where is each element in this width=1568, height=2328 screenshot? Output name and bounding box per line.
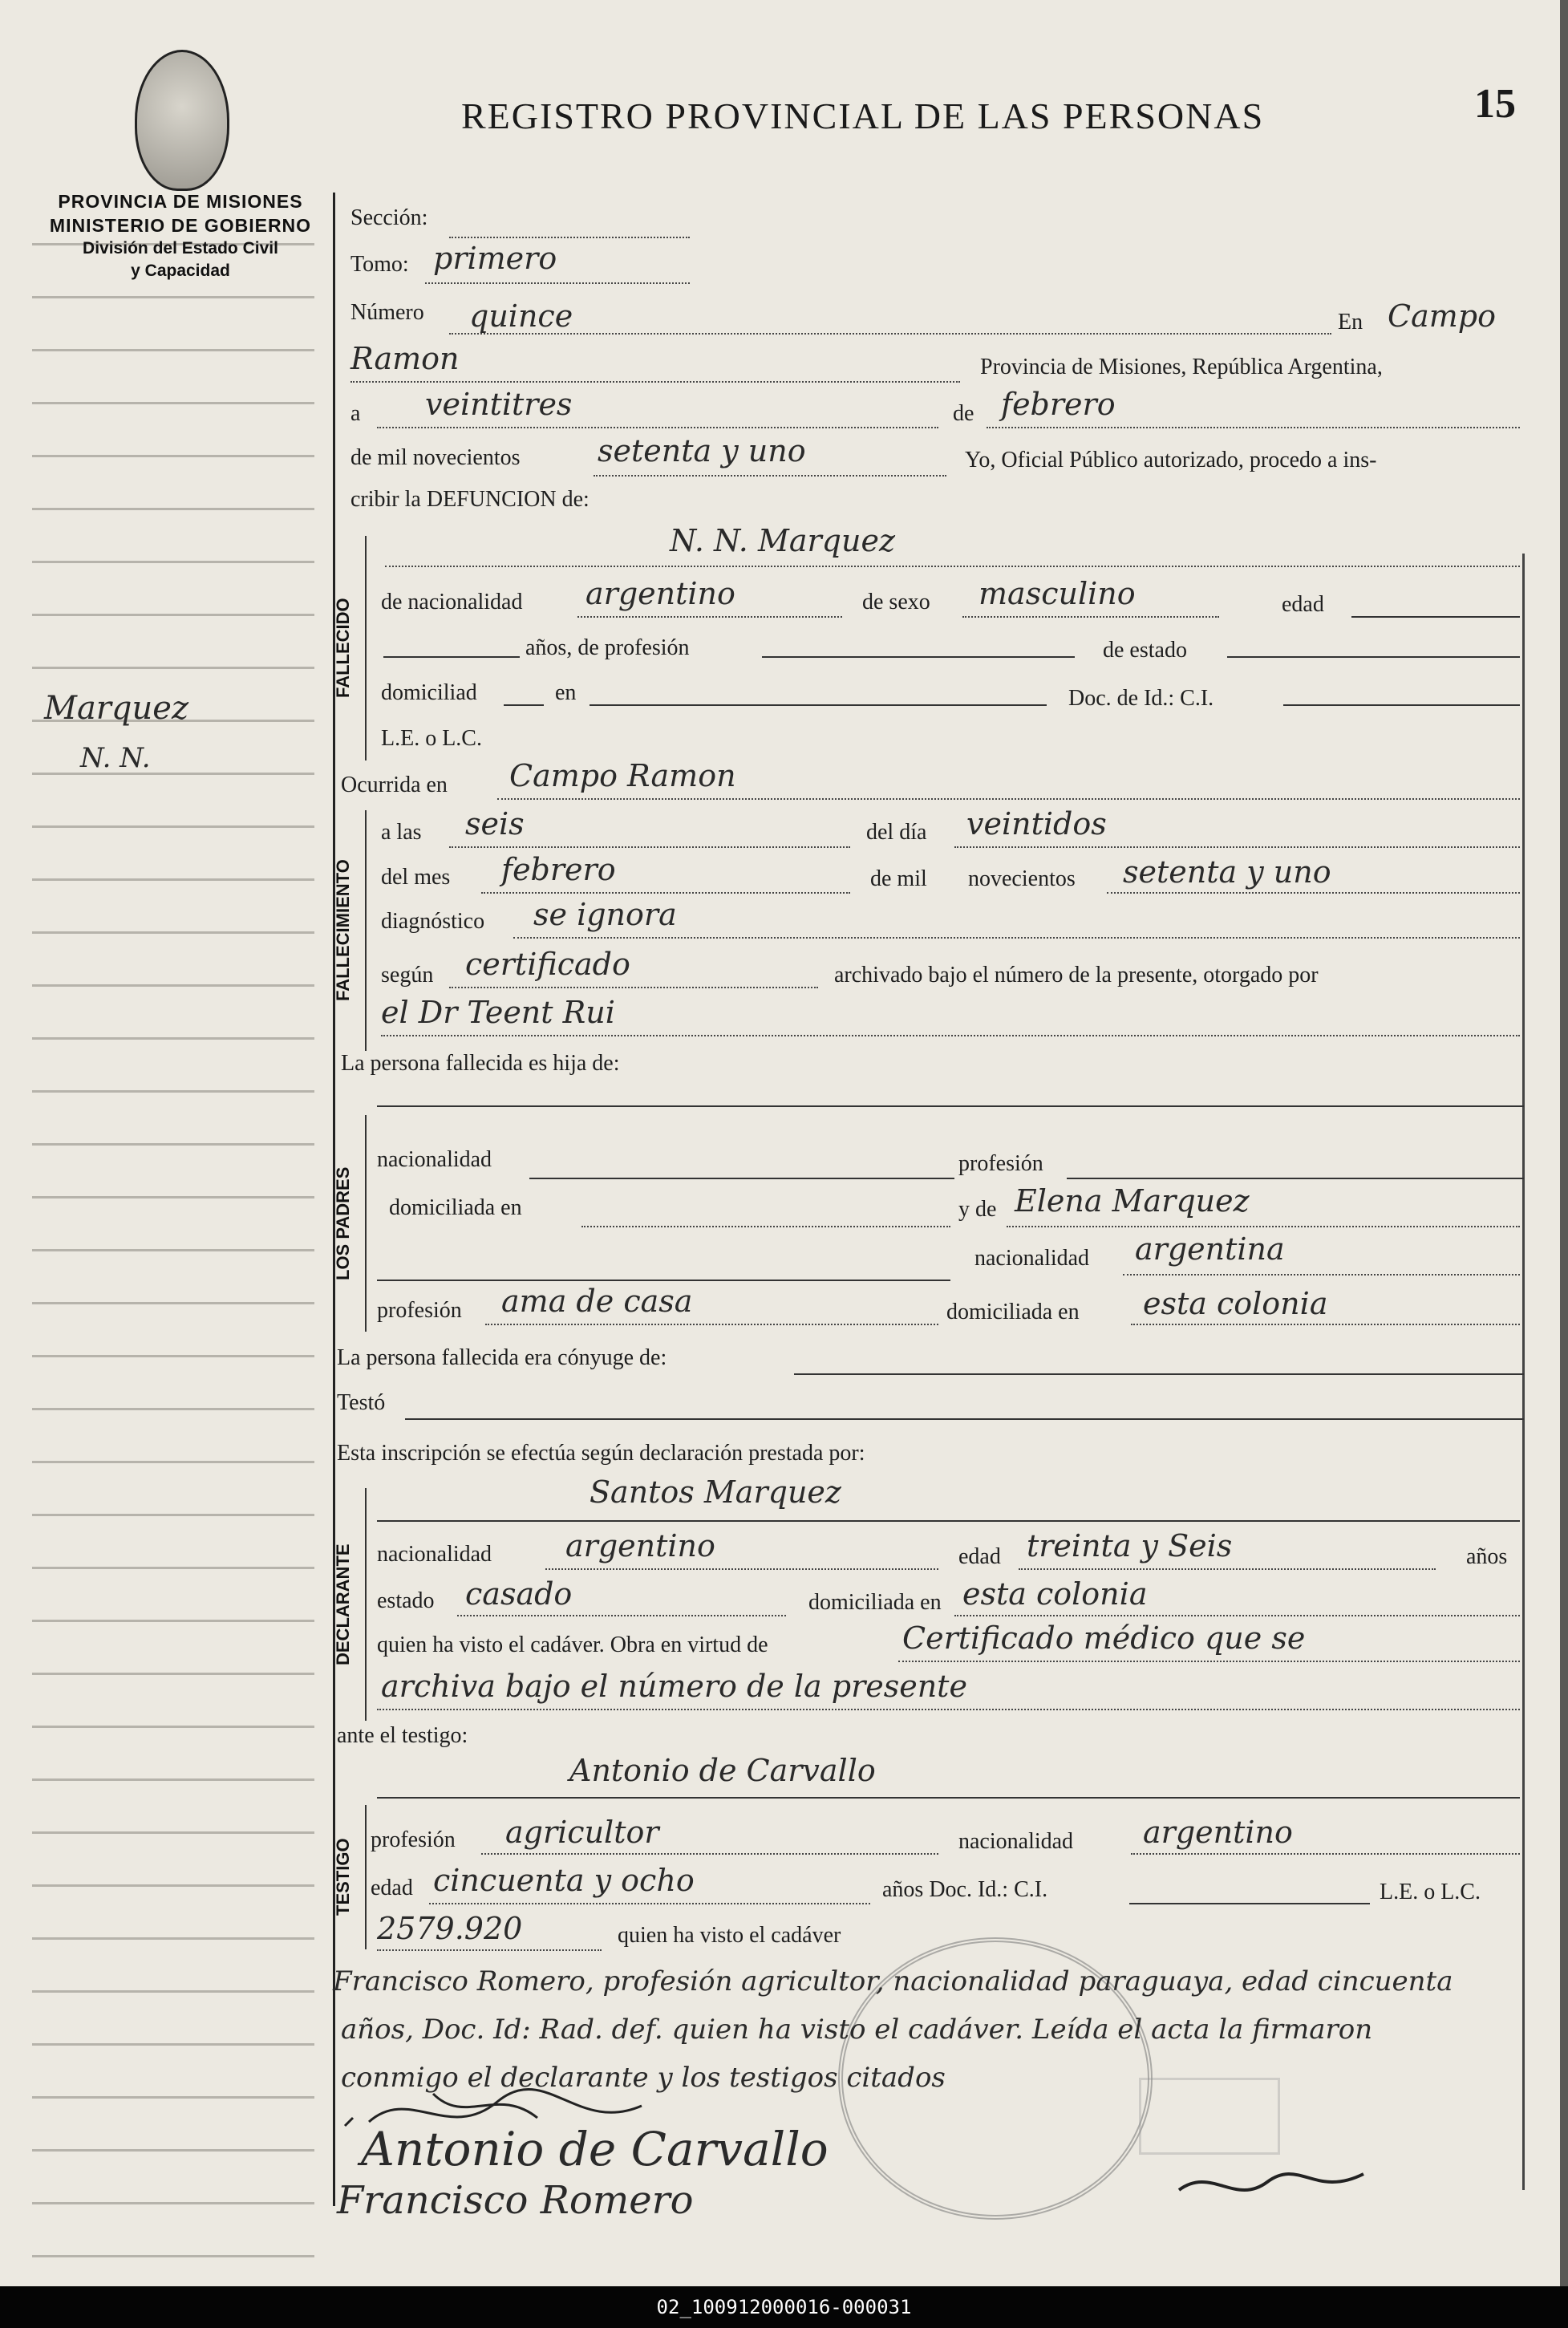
value-obra-virtud-1: Certificado médico que se xyxy=(902,1620,1306,1656)
line-padre-extra xyxy=(377,1280,950,1281)
label-del-mes: del mes xyxy=(381,865,451,890)
value-lugar-1: Campo xyxy=(1388,298,1496,334)
line-otorgado xyxy=(381,1035,1520,1036)
line-dia-num xyxy=(954,846,1520,848)
label-conyuge: La persona fallecida era cónyuge de: xyxy=(337,1345,667,1370)
page-edge xyxy=(1560,0,1568,2286)
line-seccion xyxy=(449,237,690,238)
value-decl-nacionalidad: argentino xyxy=(565,1528,715,1563)
label-inscripcion: Esta inscripción se efectúa según declaración prestada por: xyxy=(337,1441,865,1466)
side-label-declarante: DECLARANTE xyxy=(333,1543,353,1665)
signature-testigo-2: Francisco Romero xyxy=(337,2178,694,2223)
label-ante-testigo: ante el testigo: xyxy=(337,1723,468,1748)
value-diagnostico: se ignora xyxy=(533,897,677,932)
line-decl-nacionalidad xyxy=(545,1568,938,1570)
page-number: 15 xyxy=(1474,81,1516,127)
line-anio xyxy=(594,475,946,477)
margin-ruled-lines xyxy=(32,193,314,2262)
line-test-edad xyxy=(429,1903,870,1904)
line-difunto xyxy=(385,566,1520,567)
label-a: a xyxy=(350,401,361,426)
value-otorgado-por: el Dr Teent Rui xyxy=(381,995,615,1030)
label-numero: Número xyxy=(350,300,424,325)
value-obra-virtud-2: archiva bajo el número de la presente xyxy=(381,1669,967,1704)
value-decl-domicilio: esta colonia xyxy=(962,1576,1148,1612)
label-decl-domicilio: domiciliada en xyxy=(808,1590,942,1615)
value-lugar-2: Ramon xyxy=(350,341,460,376)
line-hora xyxy=(449,846,850,848)
value-difunto: N. N. Marquez xyxy=(670,523,895,558)
label-a-las: a las xyxy=(381,820,422,845)
note-line-3: conmigo el declarante y los testigos citados xyxy=(341,2062,946,2094)
document-title: REGISTRO PROVINCIAL DE LAS PERSONAS xyxy=(461,95,1265,136)
section-declarante xyxy=(333,1488,367,1721)
label-test-edad: edad xyxy=(371,1876,413,1900)
signature-testigo: Antonio de Carvallo xyxy=(361,2122,829,2176)
value-dia: veintitres xyxy=(425,387,573,422)
side-label-fallecido: FALLECIDO xyxy=(333,598,353,699)
line-padre-nacionalidad xyxy=(529,1178,954,1179)
label-domiciliad: domiciliad xyxy=(381,680,477,705)
label-diagnostico: diagnóstico xyxy=(381,909,485,934)
label-tomo: Tomo: xyxy=(350,252,409,277)
line-nacionalidad xyxy=(577,616,842,618)
issuer-division-2: y Capacidad xyxy=(131,262,230,280)
value-mes-fall: febrero xyxy=(501,852,616,887)
line-sexo xyxy=(962,616,1219,618)
label-archivado: archivado bajo el número de la presente, otorgado por xyxy=(834,963,1319,988)
value-testigo: Antonio de Carvallo xyxy=(569,1753,876,1788)
line-doc-id xyxy=(1283,704,1520,706)
line-test-profesion xyxy=(481,1853,938,1855)
label-madre-profesion: profesión xyxy=(377,1298,462,1323)
footer-image-id: 02_100912000016-000031 xyxy=(0,2286,1568,2328)
line-madre-domicilio xyxy=(1131,1324,1520,1325)
line-anio-fall xyxy=(1107,892,1520,894)
value-madre-nacionalidad: argentina xyxy=(1135,1231,1285,1267)
line-mes-fall xyxy=(481,892,850,894)
section-fallecimiento xyxy=(333,810,367,1051)
label-edad: edad xyxy=(1282,592,1324,617)
line-padre-domicilio xyxy=(581,1226,950,1227)
value-mes: febrero xyxy=(1001,387,1116,422)
label-le-lc: L.E. o L.C. xyxy=(381,726,482,751)
label-y-de: y de xyxy=(958,1197,997,1222)
label-decl-estado: estado xyxy=(377,1588,435,1613)
label-padre-profesion: profesión xyxy=(958,1151,1043,1176)
value-numero: quince xyxy=(469,298,573,334)
line-tomo xyxy=(425,282,690,284)
label-test-profesion: profesión xyxy=(371,1827,456,1852)
value-test-edad: cincuenta y ocho xyxy=(433,1863,695,1898)
value-sexo: masculino xyxy=(978,576,1136,611)
value-tomo: primero xyxy=(433,241,557,276)
margin-initials: N. N. xyxy=(80,742,151,774)
line-decl-edad xyxy=(1019,1568,1436,1570)
value-declarante: Santos Marquez xyxy=(590,1474,841,1510)
label-de-mil-novecientos: de mil novecientos xyxy=(350,445,521,470)
value-test-profesion: agricultor xyxy=(505,1815,659,1850)
line-test-ci xyxy=(1129,1903,1370,1904)
value-madre-profesion: ama de casa xyxy=(501,1284,693,1319)
section-fallecido xyxy=(333,536,367,760)
line-testigo xyxy=(377,1797,1520,1799)
value-decl-estado: casado xyxy=(465,1576,573,1612)
value-segun: certificado xyxy=(465,947,630,982)
line-decl-domicilio xyxy=(954,1615,1520,1616)
label-test-le-lc: L.E. o L.C. xyxy=(1380,1880,1481,1904)
label-decl-anos: años xyxy=(1466,1544,1508,1569)
label-provincia: Provincia de Misiones, República Argentina, xyxy=(980,355,1383,379)
section-testigo xyxy=(333,1805,367,1949)
label-del-dia: del día xyxy=(866,820,927,845)
line-dia xyxy=(377,427,938,428)
line-declarante xyxy=(377,1520,1520,1522)
label-test-quien: quien ha visto el cadáver xyxy=(618,1923,841,1948)
label-quien-ha-visto: quien ha visto el cadáver. Obra en virtud de xyxy=(377,1632,768,1657)
line-padre-profesion xyxy=(1067,1178,1524,1179)
value-test-ci: 2579.920 xyxy=(377,1911,523,1946)
label-de-mil: de mil xyxy=(870,866,927,891)
value-madre-domicilio: esta colonia xyxy=(1143,1286,1328,1321)
line-madre-profesion xyxy=(485,1324,938,1325)
label-yo-oficial: Yo, Oficial Público autorizado, procedo a ins- xyxy=(965,448,1377,472)
label-test-nacionalidad: nacionalidad xyxy=(958,1829,1074,1854)
line-obra-virtud-1 xyxy=(898,1661,1520,1662)
section-padres xyxy=(333,1115,367,1332)
label-hija-de: La persona fallecida es hija de: xyxy=(341,1051,620,1076)
side-label-testigo: TESTIGO xyxy=(333,1838,353,1916)
label-decl-edad: edad xyxy=(958,1544,1001,1569)
value-test-nacionalidad: argentino xyxy=(1143,1815,1293,1850)
label-de: de xyxy=(953,401,974,426)
issuer-province: PROVINCIA DE MISIONES xyxy=(58,191,303,212)
line-madre-nacionalidad xyxy=(1123,1274,1520,1276)
line-decl-estado xyxy=(457,1615,786,1616)
issuer-ministry: MINISTERIO DE GOBIERNO xyxy=(49,215,312,236)
label-de-estado: de estado xyxy=(1103,638,1187,663)
label-de-nacionalidad: de nacionalidad xyxy=(381,590,523,614)
side-label-fallecimiento: FALLECIMIENTO xyxy=(333,859,353,1002)
line-lugar xyxy=(350,381,960,383)
value-ocurrida-en: Campo Ramon xyxy=(509,758,736,793)
value-madre: Elena Marquez xyxy=(1015,1183,1250,1219)
line-ocurrida xyxy=(497,798,1520,800)
label-de-sexo: de sexo xyxy=(862,590,930,614)
margin-surname: Marquez xyxy=(44,690,189,727)
value-anio-fall: setenta y uno xyxy=(1123,854,1331,890)
value-anio: setenta y uno xyxy=(598,433,806,468)
label-en: En xyxy=(1338,310,1363,335)
label-segun: según xyxy=(381,963,434,988)
line-anos xyxy=(383,656,520,658)
line-test-ci-num xyxy=(377,1949,602,1951)
line-numero xyxy=(449,333,1331,335)
line-test-nacionalidad xyxy=(1131,1853,1520,1855)
line-madre xyxy=(1007,1226,1520,1227)
value-dia-num: veintidos xyxy=(966,806,1107,842)
right-border xyxy=(1522,554,1525,2190)
label-testo: Testó xyxy=(337,1390,386,1415)
label-anos-profesion: años, de profesión xyxy=(525,635,690,660)
line-obra-virtud-2 xyxy=(377,1709,1520,1710)
secondary-stamp xyxy=(1139,2078,1280,2155)
line-conyuge xyxy=(794,1373,1524,1375)
line-edad xyxy=(1351,616,1520,618)
line-segun xyxy=(449,987,818,988)
label-cribir: cribir la DEFUNCION de: xyxy=(350,487,590,512)
label-test-anos-doc: años Doc. Id.: C.I. xyxy=(882,1877,1048,1902)
label-novecientos: novecientos xyxy=(968,866,1076,891)
label-padre-domicilio: domiciliada en xyxy=(389,1195,522,1220)
line-estado xyxy=(1227,656,1520,658)
label-ocurrida-en: Ocurrida en xyxy=(341,773,448,797)
label-en-dom: en xyxy=(555,680,577,705)
issuer-block xyxy=(24,189,337,282)
line-profesion xyxy=(762,656,1075,658)
label-madre-domicilio: domiciliada en xyxy=(946,1300,1080,1324)
label-doc-id: Doc. de Id.: C.I. xyxy=(1068,686,1214,711)
coat-of-arms-icon xyxy=(135,50,229,191)
value-decl-edad: treinta y Seis xyxy=(1027,1528,1233,1563)
line-padre xyxy=(377,1105,1524,1107)
note-line-2: años, Doc. Id: Rad. def. quien ha visto el cadáver. Leída el acta la firmaron xyxy=(341,2014,1373,2046)
label-seccion: Sección: xyxy=(350,205,428,230)
line-domicilio xyxy=(590,704,1047,706)
side-label-padres: LOS PADRES xyxy=(333,1166,353,1280)
label-madre-nacionalidad: nacionalidad xyxy=(974,1246,1090,1271)
value-nacionalidad: argentino xyxy=(585,576,735,611)
label-padre-nacionalidad: nacionalidad xyxy=(377,1147,492,1172)
line-testo xyxy=(405,1418,1524,1420)
line-domiciliad xyxy=(504,704,544,706)
line-diagnostico xyxy=(513,937,1520,939)
value-hora: seis xyxy=(465,806,525,842)
line-mes xyxy=(987,427,1520,428)
note-line-1: Francisco Romero, profesión agricultor, nacionalidad paraguaya, edad cincuenta xyxy=(333,1965,1453,1997)
signature-oficial xyxy=(1171,2158,1380,2222)
issuer-division: División del Estado Civil xyxy=(83,239,278,258)
label-decl-nacionalidad: nacionalidad xyxy=(377,1542,492,1567)
